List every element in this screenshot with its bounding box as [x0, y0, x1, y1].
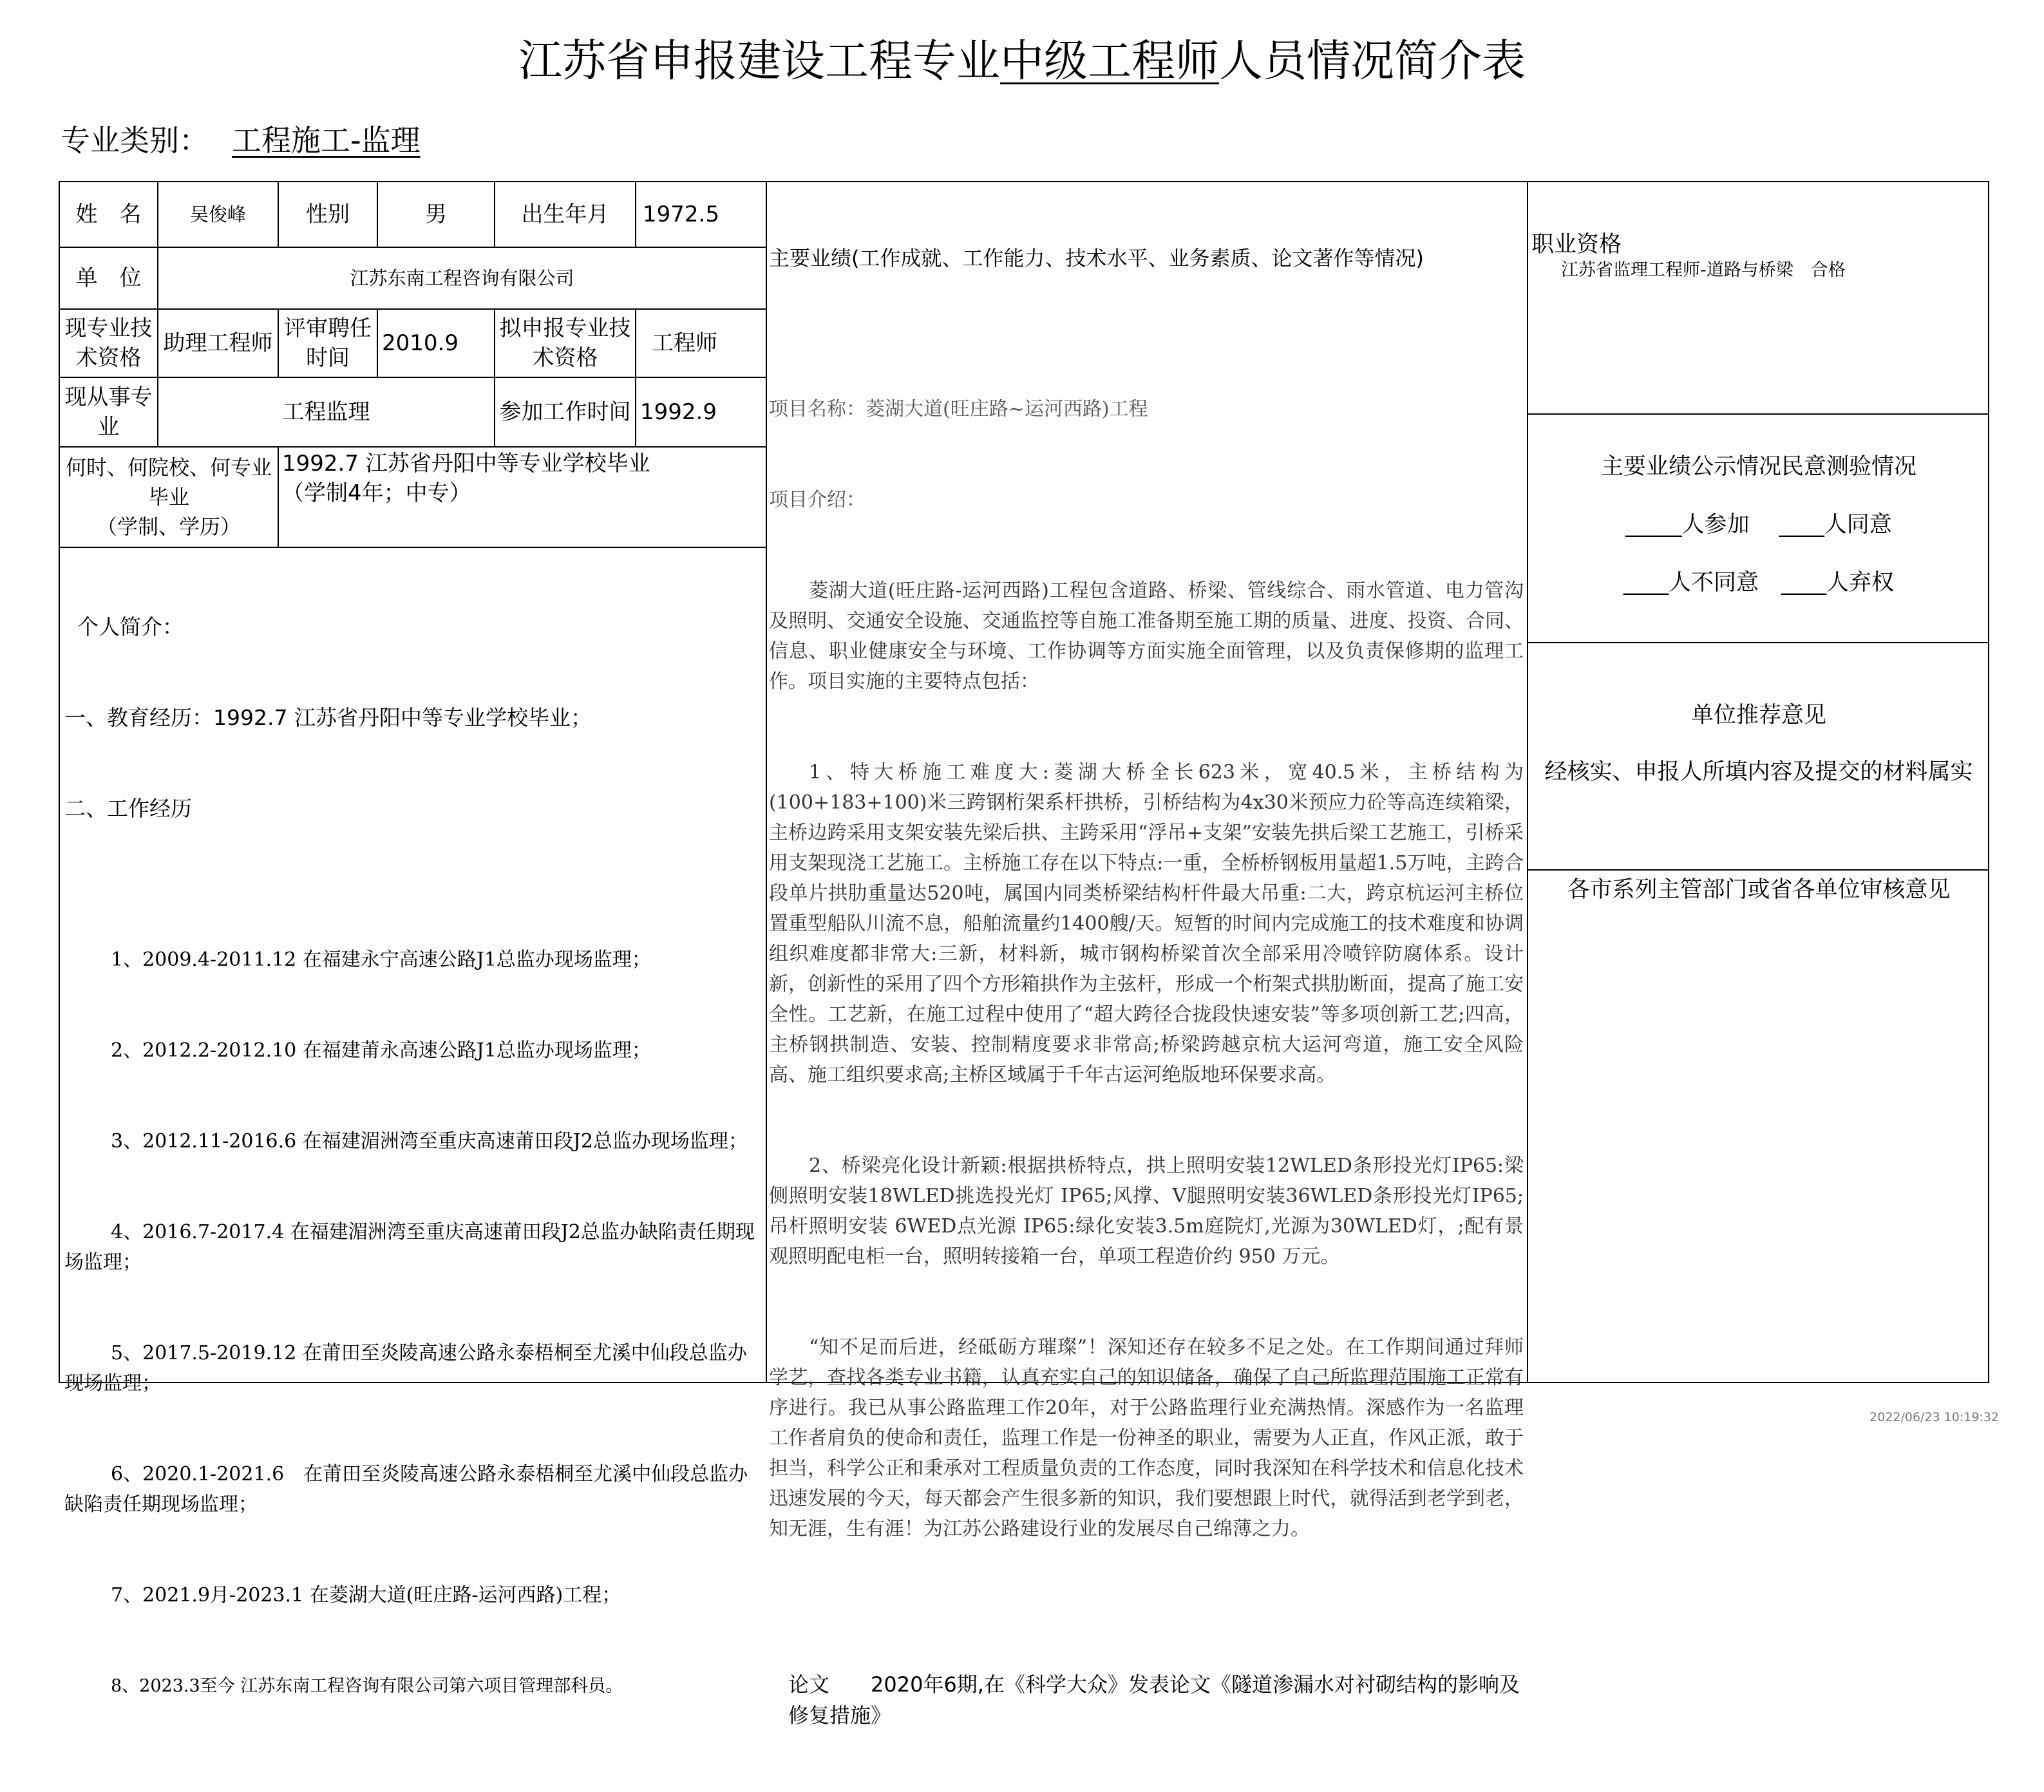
appoint-value: 2010.9: [382, 330, 459, 356]
project-intro-label: 项目介绍：: [769, 489, 866, 511]
current-title-value: 助理工程师: [163, 330, 273, 356]
project-name: 项目名称：菱湖大道(旺庄路~运河西路)工程: [769, 398, 1148, 420]
category-value: 工程施工-监理: [232, 123, 421, 158]
gender-value: 男: [425, 202, 447, 227]
education-label: 何时、何院校、何专业毕业 （学制、学历）: [65, 455, 272, 539]
name-label: 姓 名: [75, 202, 142, 227]
survey-line-2: ____人不同意 ____人弃权: [1623, 570, 1894, 596]
profile-work-heading: 二、工作经历: [64, 796, 192, 821]
work-start-label: 参加工作时间: [499, 399, 631, 425]
achievement-paragraph: 菱湖大道(旺庄路-运河西路)工程包含道路、桥梁、管线综合、雨水管道、电力管沟及照明、交通安全设施、交通监控等自施工准备期至施工期的质量、进度、投资、合同、信息、职业健康安全与环境、工作协调等方面实施全面管理，以及负责保修期的监理工作。项目实施的主要特点包括：: [769, 580, 1524, 693]
work-item: 1、2009.4-2011.12 在福建永宁高速公路J1总监办现场监理；: [111, 948, 651, 971]
work-item: 5、2017.5-2019.12 在莆田至炎陵高速公路永泰梧桐至尤溪中仙段总监办现场监理；: [64, 1342, 747, 1395]
survey-line-1: _____人参加 ____人同意: [1625, 512, 1892, 538]
current-title-label: 现专业技术资格: [64, 316, 153, 371]
birth-value: 1972.5: [643, 202, 719, 227]
work-item: 4、2016.7-2017.4 在福建湄洲湾至重庆高速莆田段J2总监办缺陷责任期现场监理；: [64, 1221, 755, 1274]
qualification-value: 江苏省监理工程师-道路与桥梁 合格: [1561, 260, 1846, 280]
major-label: 现从事专业: [64, 384, 153, 440]
achievements-heading: 主要业绩(工作成就、工作能力、技术水平、业务素质、论文著作等情况): [769, 246, 1424, 270]
unit-label: 单 位: [75, 265, 142, 291]
category-line: [61, 120, 421, 161]
profile-education: 一、教育经历：1992.7 江苏省丹阳中等专业学校毕业；: [64, 705, 592, 730]
work-item: 2、2012.2-2012.10 在福建莆永高速公路J1总监办现场监理；: [111, 1039, 651, 1062]
qualification-heading: 职业资格: [1531, 232, 1622, 258]
work-item: 6、2020.1-2021.6 在莆田至炎陵高速公路永泰梧桐至尤溪中仙段总监办缺陷责任期现场监理；: [64, 1463, 748, 1516]
apply-title-label: 拟申报专业技术资格: [499, 316, 631, 371]
education-value: 1992.7 江苏省丹阳中等专业学校毕业 （学制4年；中专）: [282, 451, 738, 506]
achievements-block: [769, 183, 1524, 1761]
recommendation-text: 经核实、申报人所填内容及提交的材料属实: [1544, 759, 1973, 785]
gender-label: 性别: [306, 202, 350, 227]
apply-title-value: 工程师: [652, 330, 717, 356]
name-value: 吴俊峰: [189, 203, 246, 225]
achievement-paragraph: 2、桥梁亮化设计新颖:根据拱桥特点，拱上照明安装12WLED条形投光灯IP65:梁侧照明安装18WLED挑选投光灯 IP65;风撑、V腿照明安装36WLED条形投光灯IP65;吊杆照明安装 6WED点光源 IP65:绿化安装3.5m庭院灯,光源为30WLED灯，;配有景观照明配电柜一台，照明转接箱一台，单项工程造价约 950 万元。: [769, 1155, 1524, 1268]
divider-col-left: [766, 181, 767, 1383]
profile-block: [64, 551, 760, 1792]
title-level: 中级工程师: [999, 36, 1219, 87]
page-title: 江苏省申报建设工程专业中级工程师人员情况简介表: [518, 36, 1526, 87]
survey-heading: 主要业绩公示情况民意测验情况: [1600, 454, 1916, 480]
work-item: 7、2021.9月-2023.1 在菱湖大道(旺庄路-运河西路)工程；: [111, 1584, 621, 1607]
work-item: 8、2023.3至今 江苏东南工程咨询有限公司第六项目管理部科员。: [111, 1676, 623, 1696]
major-value: 工程监理: [282, 399, 370, 425]
timestamp: 2022/06/23 10:19:32: [1869, 1410, 1999, 1424]
work-item: 3、2012.11-2016.6 在福建湄洲湾至重庆高速莆田段J2总监办现场监理；: [111, 1130, 748, 1153]
paper-line: 论文 2020年6期,在《科学大众》发表论文《隧道渗漏水对衬砌结构的影响及修复措施》: [788, 1672, 1520, 1728]
appoint-label: 评审聘任时间: [284, 316, 372, 371]
birth-label: 出生年月: [521, 202, 609, 227]
unit-value: 江苏东南工程咨询有限公司: [350, 267, 574, 289]
achievement-paragraph: “知不足而后进，经砥砺方璀璨”！深知还存在较多不足之处。在工作期间通过拜师学艺，查找各类专业书籍，认真充实自己的知识储备，确保了自己所监理范围施工正常有序进行。我已从事公路监理工作20年，对于公路监理行业充满热情。深感作为一名监理工作者肩负的使命和责任，监理工作是一份神圣的职业，需要为人正直，作风正派，敢于担当，科学公正和秉承对工程质量负责的工作态度，同时我深知在科学技术和信息化技术迅速发展的今天，每天都会产生很多新的知识，我们要想跟上时代，就得活到老学到老，知无涯，生有涯！为江苏公路建设行业的发展尽自己绵薄之力。: [769, 1336, 1524, 1540]
profile-heading: 个人简介：: [77, 614, 184, 639]
category-label: 专业类别：: [61, 123, 209, 158]
work-start-value: 1992.9: [640, 399, 717, 425]
recommendation-heading: 单位推荐意见: [1690, 703, 1826, 728]
achievement-paragraph: 1、特大桥施工难度大:菱湖大桥全长623米，宽40.5米，主桥结构为(100+183+100)米三跨钢桁架系杆拱桥，引桥结构为4x30米预应力砼等高连续箱梁，主桥边跨采用支架安装先梁后拱、主跨采用“浮吊+支架”安装先拱后梁工艺施工，引桥采用支架现浇工艺施工。主桥施工存在以下特点:一重，全桥桥钢板用量超1.5万吨，主跨合段单片拱肋重量达520吨，属国内同类桥梁结构杆件最大吊重:二大，跨京杭运河主桥位置重型船队川流不息，船舶流量约1400艘/天。短暂的时间内完成施工的技术难度和协调组织难度都非常大:三新，材料新，城市钢构桥梁首次全部采用冷喷锌防腐体系。设计新，创新性的采用了四个方形箱拱作为主弦杆，形成一个桁架式拱肋断面，提高了施工安全性。工艺新，在施工过程中使用了“超大跨径合拢段快速安装”等多项创新工艺;四高，主桥钢拱制造、安装、控制精度要求非常高;桥梁跨越京杭大运河弯道，施工安全风险高、施工组织要求高;主桥区域属于千年古运河绝版地环保要求高。: [769, 761, 1524, 1086]
review-heading: 各市系列主管部门或省各单位审核意见: [1567, 877, 1951, 903]
